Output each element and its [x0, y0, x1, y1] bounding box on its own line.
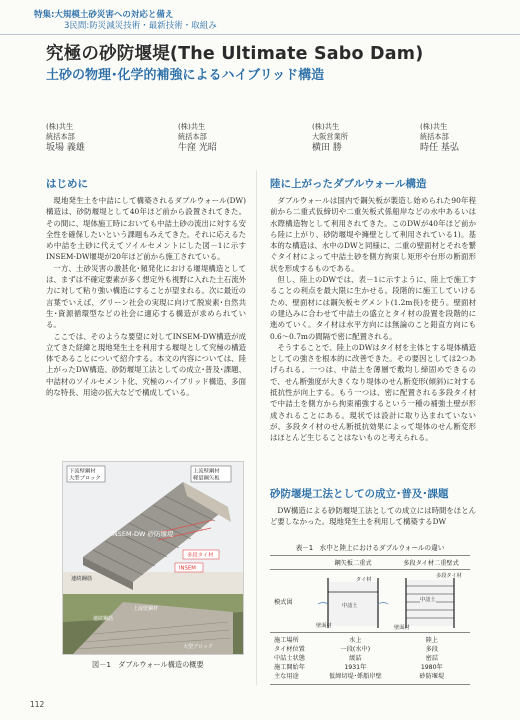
- author-dept: 統括本部: [420, 132, 449, 141]
- diagram-label-fill-2: 中詰土: [420, 597, 436, 603]
- diagram-multi-tie: [392, 570, 470, 632]
- fig-photo-label-1: 上流壁鋼材: [133, 606, 159, 612]
- cell: 陸上: [425, 637, 438, 644]
- fig-label-upstream-1: 上流壁鋼材: [193, 468, 220, 475]
- cell: 密詰: [425, 655, 438, 662]
- row-label: タイ材位置: [274, 646, 305, 653]
- section-heading-intro: はじめに: [46, 178, 88, 190]
- table-corner: [270, 556, 314, 569]
- diagram-label-wall-2: 壁面材: [394, 625, 410, 631]
- row-label: 主な用途: [274, 673, 299, 680]
- author-name: 時任 基弘: [420, 143, 459, 153]
- figure-illustration: [63, 462, 243, 654]
- paragraph: 現地発生土を中詰にして構築されるダブルウォール(DW)構造は、砂防堰堤として40年ほど前から設置されてきた。その間に、堤体施工時においても中詰土砂の流出に対する安全性を確保したいという課題もみえてきた。それに応えるため中詰を土砂に代えてソイルセメントにした図－1に示すINSEM-DW堰堤が20年ほど前から施工されている。: [46, 196, 246, 262]
- fig-label-center: INSEM-DW 砂防堰堤: [111, 530, 174, 538]
- paragraph: DW構造による砂防堰堤工法としての成立には時間をほとんど要しなかった。現地発生土を利用して構築するDW: [270, 506, 476, 527]
- section-heading-establishment: 砂防堰堤工法としての成立･普及･課題: [270, 488, 449, 500]
- table-col-1-values: [317, 636, 393, 681]
- author-1: [46, 122, 146, 155]
- row-label: 施工場所: [274, 637, 299, 644]
- table-col-header-1: 鋼矢板二重式: [334, 560, 372, 567]
- author-name: 坂場 義雄: [46, 143, 85, 153]
- diagram-label-multi-tie: 多段タイ材: [436, 573, 462, 579]
- establishment-body: [270, 505, 476, 528]
- diagram-sheet-pile: [314, 570, 392, 632]
- author-company: (株)共生: [46, 122, 74, 131]
- fig-label-continuous-rebar: 連続鋼筋: [71, 576, 93, 582]
- intro-body: [46, 195, 246, 398]
- header-line-1: 特集:大規模土砂災害への対応と備え: [34, 10, 174, 20]
- fig-label-insem: INSEM: [179, 565, 196, 572]
- diagram-label-fill: 中詰土: [342, 603, 358, 609]
- fig-photo-label-3: 大型ブロック: [183, 644, 213, 650]
- cell: 多段: [425, 646, 438, 653]
- author-dept: 統括本部: [178, 132, 207, 141]
- fig-label-downstream-1: 下流壁鋼材: [69, 468, 96, 475]
- cell: 1931年: [344, 664, 367, 671]
- table-col-2-values: [394, 636, 470, 681]
- author-name: 牛窪 光昭: [178, 143, 217, 153]
- fig-photo-label-2: 連続鋼筋: [93, 616, 114, 622]
- fig-label-downstream-2: 大型ブロック: [69, 475, 101, 482]
- column-divider: [256, 170, 257, 685]
- paragraph: 但し、陸上のDWでは、表－1に示すように、陸上で施工することの利点を最大限に生かせる。段階的に施工していけるため、壁面材には鋼矢板セグメント(1.2m長)を使う。壁面材の建込みに合わせて中詰土の盛立とタイ材の設置を段階的に進めていく。タイ材は水平方向には無論のこと鉛直方向にも0.6～0.7mの間隔で密に配置される。: [270, 275, 476, 341]
- diagram-label-wall: 壁面材: [316, 623, 332, 629]
- author-3: [312, 122, 412, 155]
- author-name: 横田 勝: [312, 143, 342, 153]
- author-dept: 統括本部: [46, 132, 75, 141]
- fig-label-tie: 多段タイ材: [187, 552, 214, 559]
- table-col-header-2: 多段タイ材二重壁式: [403, 560, 459, 567]
- fig-label-upstream-2: 軽量鋼矢板: [193, 475, 220, 482]
- table-row-labels: [270, 636, 317, 681]
- paragraph: そうすることで、陸上のDWはタイ材を主体とする堤体構造としての強さを根本的に改善できた。その要因としては2つあげられる。一つは、中詰土を薄層で敷均し締固めできるので、せん断強度が大きくなり堤体のせん断変形(傾斜)に対する抵抗性が向上する。もう一つは、密に配置される多段タイ材で中詰土を側方から拘束補強するという一種の補強土壁が形成されることにある。現状では設計に取り込まれていないが、多段タイ材のせん断抵抗効果によって堤体のせん断変形はほとんど生じることはないものと考えられる。: [270, 342, 476, 443]
- author-dept: 大阪営業所: [312, 132, 348, 141]
- section-heading-dw: 陸に上がったダブルウォール構造: [270, 178, 427, 190]
- table-1: [270, 542, 470, 685]
- author-4: [420, 122, 520, 155]
- diagram-label-tie: タイ材: [356, 577, 372, 583]
- cell: 砂防堰堤: [419, 673, 445, 680]
- article-subtitle: 土砂の物理･化学的補強によるハイブリッド構造: [46, 68, 325, 83]
- figure-caption: 図－1 ダブルウォール構造の概要: [92, 660, 204, 669]
- page-number: 112: [30, 700, 45, 709]
- dw-body: [270, 195, 476, 444]
- article-title: 究極の砂防堰堤(The Ultimate Sabo Dam): [46, 44, 424, 64]
- author-2: [178, 122, 278, 155]
- row-label: 施工開始年: [274, 664, 305, 671]
- header-line-2: 3民間:防災減災技術・最新技術・取組み: [64, 21, 217, 31]
- figure-dw-overview: [62, 461, 244, 655]
- cell: 1980年: [420, 664, 443, 671]
- special-feature-header: [34, 10, 217, 32]
- paragraph: ここでは、そのような要望に対してINSEM-DW構造が成立てきた経緯と現地発生土を利用する堰堤として究極の構造体であることについて紹介する。本文の内容については、陸上がったDW構造、砂防堰堤工法としての成立･普及･課題、中詰材のソイルセメント化、究極のハイブリッド構造、多面的な特長、用途の拡大などで構成している。: [46, 331, 246, 398]
- author-company: (株)共生: [312, 122, 340, 131]
- table-caption: 表－1 水中と陸上におけるダブルウォールの違い: [295, 544, 445, 552]
- paragraph: 一方、土砂災害の激甚化･頻発化における堰堤構造としては、まずは不確定要素が多く想定外も視野に入れた土石流外力に対して粘り強い構造にすることが望まれる。次に最近の言葉でいえば、グリーン社会の実現に向けて脱炭素･自然共生･資源循環型などの社会に適応する構造が求められている。: [46, 263, 246, 330]
- paragraph: ダブルウォールは国内で鋼矢板が製造し始められた90年程前から二重式仮締切や二重矢板式係船岸などの水中あるいは水際構造物として利用されてきた。このDWが40年ほど前から陸に上がり、砂防堰堤や擁壁として利用されている1)。基本的な構造は、水中のDWと同様に、二重の壁面材とそれを繋ぐタイ材によって中詰土砂を側方拘束し矩形や台形の断面形状を形成するものである。: [270, 196, 476, 273]
- cell: 緩詰: [349, 655, 362, 662]
- author-company: (株)共生: [420, 122, 448, 131]
- header-divider: [0, 34, 520, 35]
- cell: 仮締切堤･係船岸壁: [329, 673, 382, 680]
- author-company: (株)共生: [178, 122, 206, 131]
- table-row-label-model: 模式図: [274, 598, 293, 606]
- cell: 水上: [349, 637, 362, 644]
- cell: 一段(水中): [340, 646, 371, 653]
- row-label: 中詰土状態: [274, 655, 305, 662]
